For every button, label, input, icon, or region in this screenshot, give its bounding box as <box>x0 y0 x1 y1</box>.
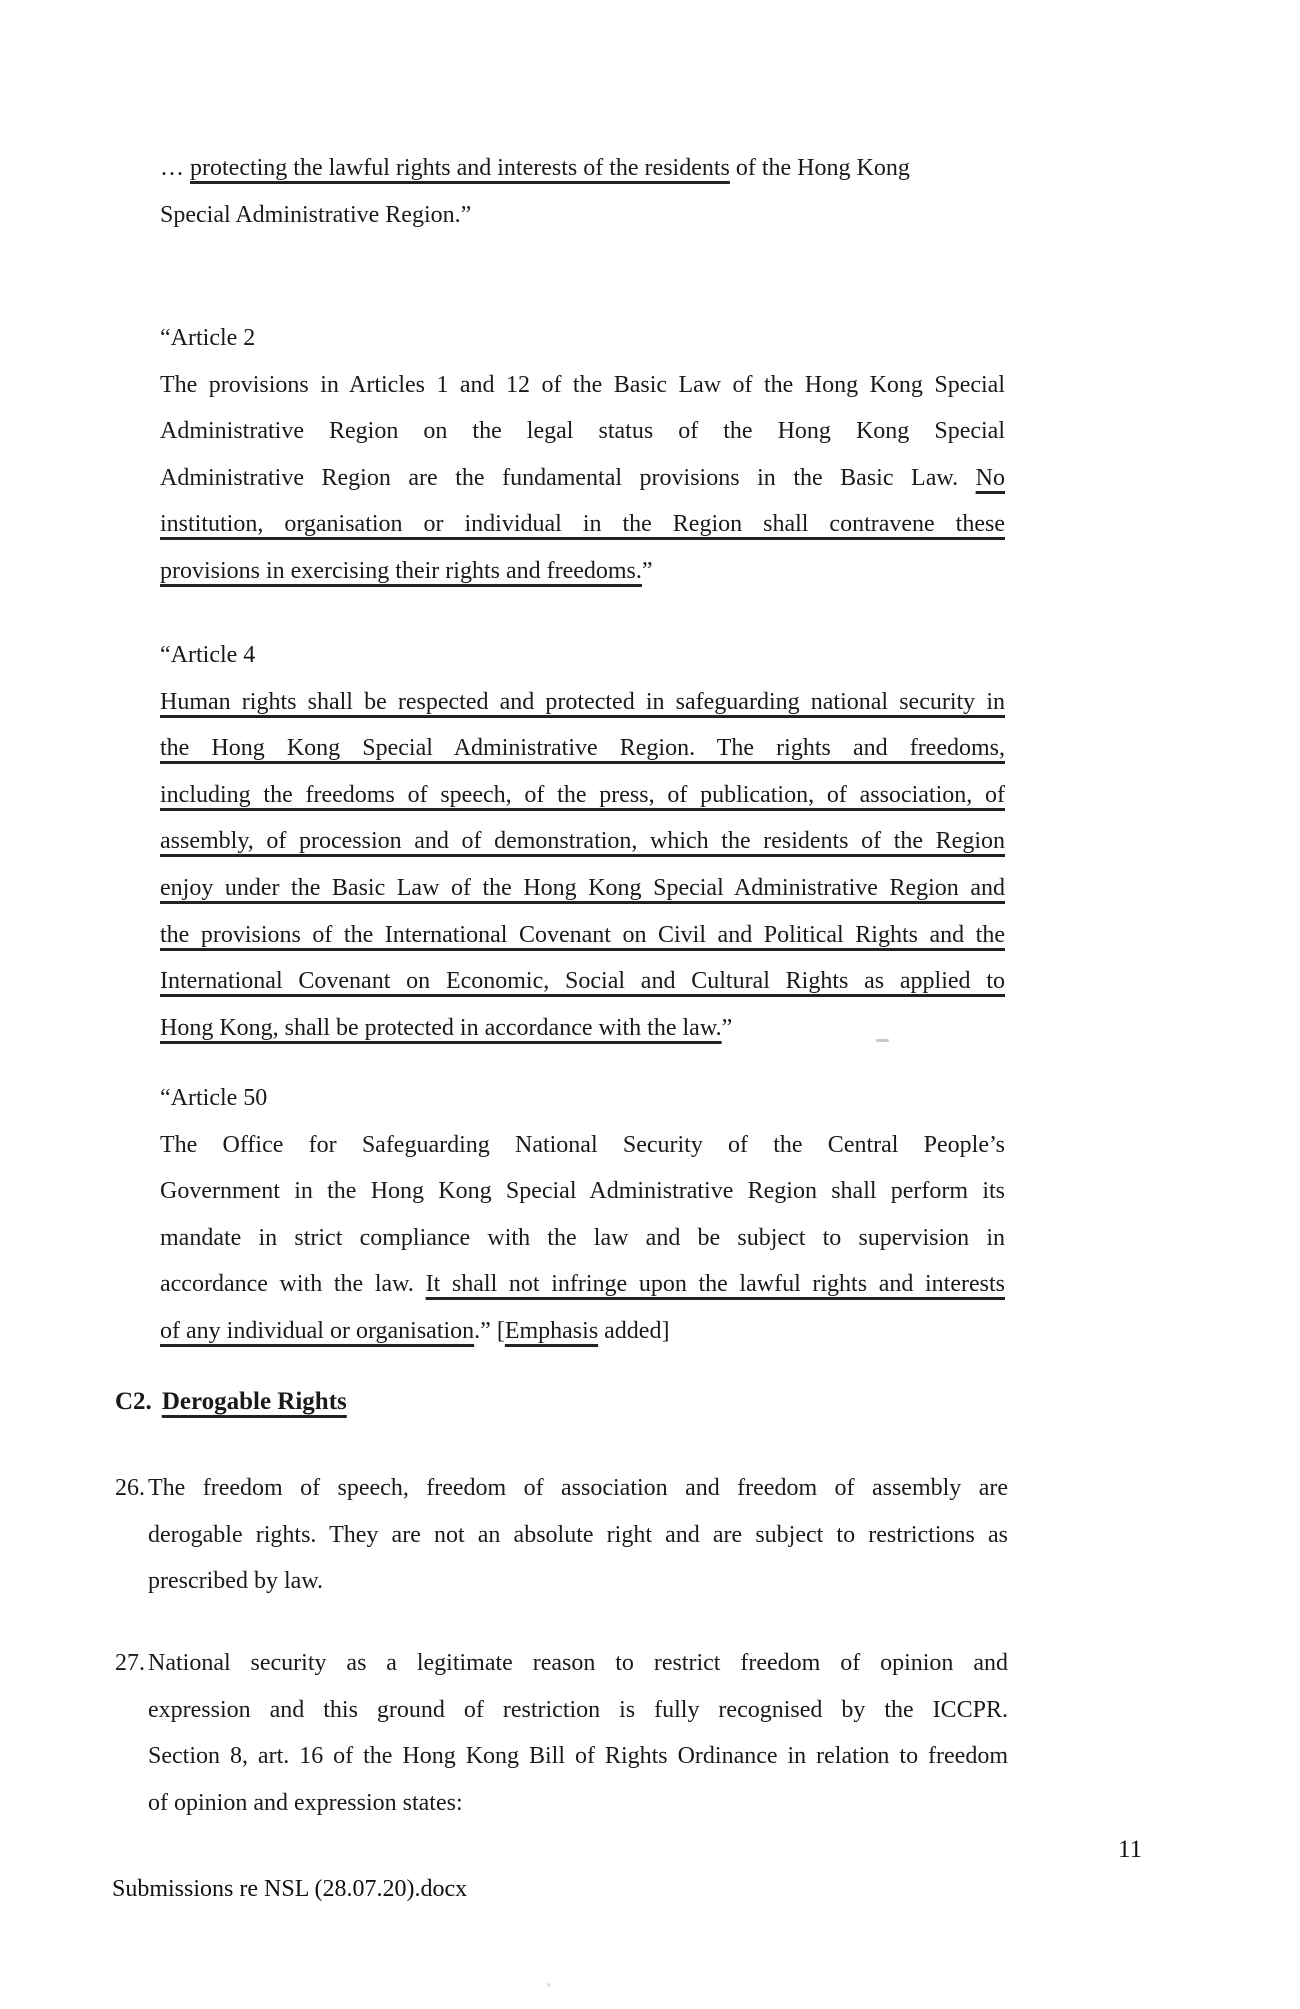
paragraph-line <box>148 1733 1008 1780</box>
quote-text: Administrative Region on the legal status of the Hong Kong Special <box>160 418 1005 445</box>
paragraph-line <box>148 1512 1008 1559</box>
quote-line <box>160 1261 1005 1308</box>
paragraph-line <box>148 1558 1008 1605</box>
article-4-quote <box>160 632 1005 1051</box>
quote-text-underlined: protecting the lawful rights and interests of the residents <box>190 155 730 181</box>
paragraph-text: The freedom of speech, freedom of association and freedom of assembly are <box>148 1475 1008 1501</box>
article-50-heading <box>160 1075 1005 1122</box>
paragraph-text: of opinion and expression states: <box>148 1789 463 1816</box>
quote-text: ” <box>721 1014 733 1041</box>
quote-text: Special Administrative Region.” <box>160 201 472 228</box>
article-50-quote <box>160 1075 1005 1355</box>
quote-text-underlined: the provisions of the International Covenant on Civil and Political Rights and the <box>160 921 1005 948</box>
paragraph-text: prescribed by law. <box>148 1568 324 1595</box>
quote-line <box>160 501 1005 548</box>
paragraph-text: expression and this ground of restriction is fully recognised by the ICCPR. <box>148 1696 1008 1723</box>
quote-line <box>160 362 1005 409</box>
paragraph-line <box>148 1780 1008 1827</box>
quote-intro-block <box>160 145 1005 238</box>
article-4-heading <box>160 632 1005 679</box>
section-title: Derogable Rights <box>161 1388 347 1415</box>
quote-line <box>160 1215 1005 1262</box>
quote-text-underlined: of any individual or organisation <box>160 1317 475 1344</box>
page-number: 11 <box>1118 1836 1143 1863</box>
quote-text: The provisions in Articles 1 and 12 of the Basic Law of the Hong Kong Special <box>160 371 1005 398</box>
quote-line <box>160 1005 1005 1052</box>
quote-line <box>160 679 1005 726</box>
footer-filename: Submissions re NSL (28.07.20).docx <box>112 1876 468 1902</box>
quote-text-underlined: Hong Kong, shall be protected in accordance with the law. <box>160 1014 722 1041</box>
paragraph-text: National security as a legitimate reason to restrict freedom of opinion and <box>148 1650 1008 1676</box>
quote-line <box>160 958 1005 1005</box>
article-heading-text: “Article 4 <box>160 642 256 668</box>
quote-text: Government in the Hong Kong Special Administrative Region shall perform its <box>160 1178 1005 1205</box>
quote-line <box>160 455 1005 502</box>
paragraph-number: 27. <box>115 1650 145 1676</box>
quote-text-underlined: institution, organisation or individual in the Region shall contravene these <box>160 511 1005 538</box>
quote-text-underlined: including the freedoms of speech, of the press, of publication, of association, of <box>160 781 1005 808</box>
paragraph-line <box>148 1465 1008 1512</box>
quote-text: ” <box>641 557 653 584</box>
quote-line <box>160 1122 1005 1169</box>
quote-line <box>160 192 1005 239</box>
paragraph-text: Section 8, art. 16 of the Hong Kong Bill of Rights Ordinance in relation to freedom <box>148 1743 1008 1770</box>
quote-text-underlined: It shall not infringe upon the lawful rights and interests <box>425 1271 1005 1298</box>
quote-line <box>160 548 1005 595</box>
paragraph-text: derogable rights. They are not an absolute right and are subject to restrictions as <box>148 1521 1008 1548</box>
section-heading-c2 <box>115 1382 1008 1422</box>
quote-text: The Office for Safeguarding National Security of the Central People’s <box>160 1131 1005 1158</box>
quote-line <box>160 145 1005 192</box>
paragraph-line <box>148 1640 1008 1687</box>
scan-artifact <box>876 1039 889 1042</box>
quote-text: Administrative Region are the fundamental provisions in the Basic Law. <box>160 464 976 491</box>
quote-line <box>160 725 1005 772</box>
quote-text: mandate in strict compliance with the law and be subject to supervision in <box>160 1224 1005 1251</box>
quote-text: .” [ <box>474 1317 505 1344</box>
scan-artifact <box>547 1983 551 1987</box>
paragraph-number: 26. <box>115 1475 145 1501</box>
paragraph-27 <box>115 1640 1008 1826</box>
quote-text-underlined: the Hong Kong Special Administrative Region. The rights and freedoms, <box>160 735 1005 762</box>
article-heading-text: “Article 2 <box>160 325 256 351</box>
section-label: C2. <box>115 1388 152 1415</box>
quote-line <box>160 408 1005 455</box>
quote-line <box>160 818 1005 865</box>
quote-text: accordance with the law. <box>160 1271 426 1298</box>
emphasis-note: added] <box>598 1317 670 1344</box>
quote-text: … <box>160 155 190 181</box>
emphasis-note-underlined: Emphasis <box>504 1317 599 1344</box>
paragraph-line <box>148 1687 1008 1734</box>
quote-text: of the Hong Kong <box>729 155 910 181</box>
quote-text-underlined: provisions in exercising their rights and freedoms. <box>160 557 642 584</box>
quote-text-underlined: International Covenant on Economic, Social and Cultural Rights as applied to <box>160 968 1005 995</box>
quote-line <box>160 865 1005 912</box>
paragraph-26 <box>115 1465 1008 1605</box>
quote-line <box>160 1168 1005 1215</box>
article-2-quote <box>160 315 1005 595</box>
quote-text-underlined: Human rights shall be respected and protected in safeguarding national security in <box>160 688 1005 715</box>
quote-text-underlined: enjoy under the Basic Law of the Hong Kong Special Administrative Region and <box>160 874 1005 901</box>
quote-line <box>160 912 1005 959</box>
quote-text-underlined: No <box>975 464 1005 491</box>
quote-line <box>160 772 1005 819</box>
article-2-heading <box>160 315 1005 362</box>
article-heading-text: “Article 50 <box>160 1085 268 1111</box>
quote-text-underlined: assembly, of procession and of demonstration, which the residents of the Region <box>160 828 1005 855</box>
quote-line <box>160 1308 1005 1355</box>
